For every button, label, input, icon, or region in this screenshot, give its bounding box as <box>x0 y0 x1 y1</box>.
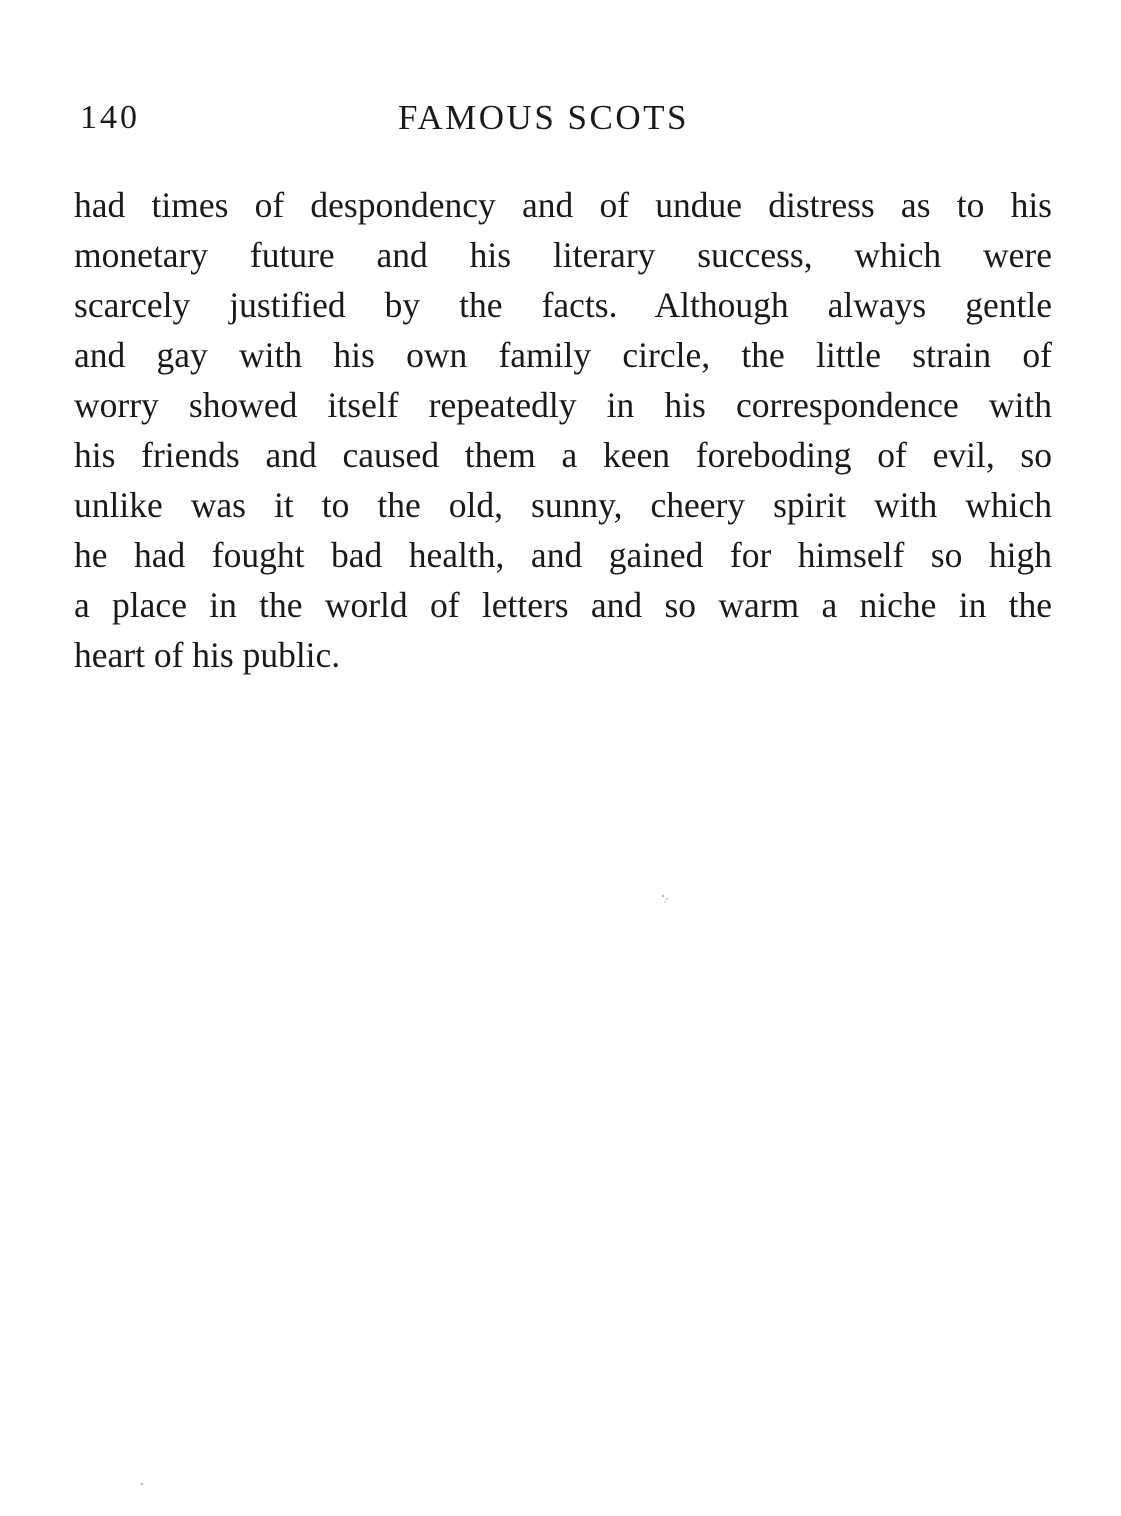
running-title: FAMOUS SCOTS <box>398 98 689 137</box>
text-line: worry showed itself repeatedly in his correspondence with <box>74 385 1052 425</box>
text-line: he had fought bad health, and gained for himself so high <box>74 535 1052 575</box>
body-paragraph <box>74 180 1052 680</box>
text-line: his friends and caused them a keen foreboding of evil, so <box>74 435 1052 475</box>
running-head <box>80 96 1050 140</box>
text-line: had times of despondency and of undue distress as to his <box>74 185 1052 225</box>
text-line: heart of his public. <box>74 635 341 675</box>
text-line: a place in the world of letters and so warm a niche in the <box>74 585 1052 625</box>
page-number: 140 <box>80 99 140 136</box>
text-line: scarcely justified by the facts. Although always gentle <box>74 285 1052 325</box>
text-line: monetary future and his literary success, which were <box>74 235 1052 275</box>
text-line: unlike was it to the old, sunny, cheery spirit with which <box>74 485 1052 525</box>
text-line: and gay with his own family circle, the little strain of <box>74 335 1052 375</box>
